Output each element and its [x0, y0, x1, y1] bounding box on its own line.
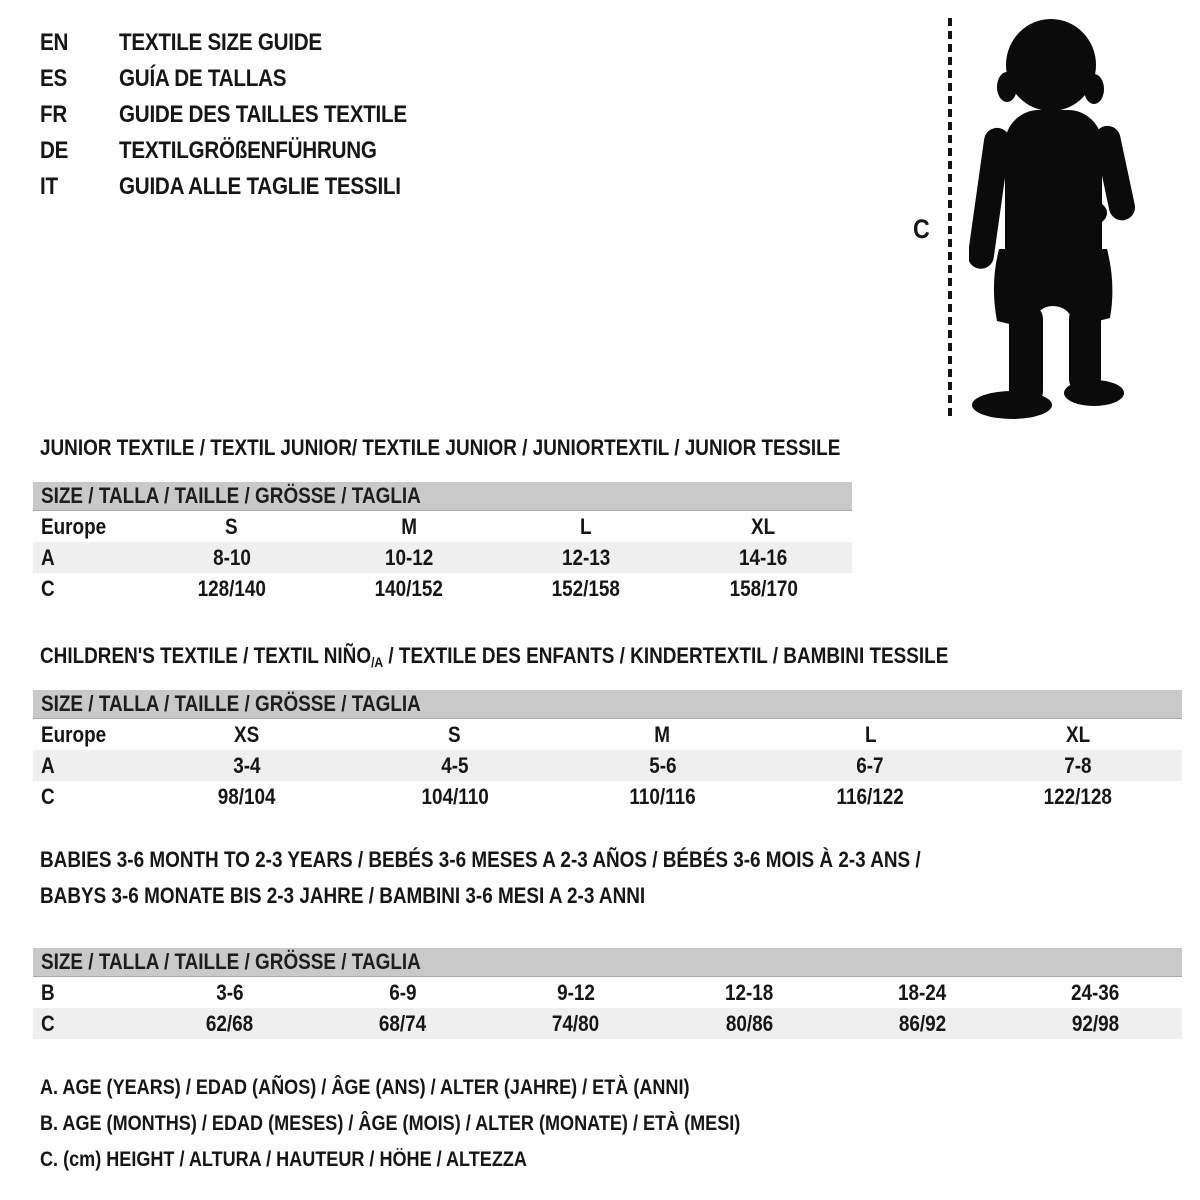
lang-row-de: [40, 133, 454, 169]
age-cell: 24-36: [1071, 979, 1120, 1005]
height-cell: 140/152: [374, 575, 444, 601]
size-cell: S: [448, 721, 462, 747]
size-cell: XL: [751, 513, 776, 539]
height-measure-label: C: [913, 214, 930, 244]
age-cell: 10-12: [320, 542, 497, 573]
junior-size-table: [33, 482, 852, 604]
toddler-silhouette-icon: [969, 16, 1135, 420]
age-cell: 8-10: [143, 542, 320, 573]
row-label: A: [33, 542, 143, 573]
age-cell: 14-16: [675, 542, 852, 573]
table-row: [33, 511, 852, 542]
height-cell: 98/104: [217, 783, 276, 809]
age-cell: 7-8: [974, 750, 1182, 781]
lang-code-fr: FR: [40, 101, 68, 128]
row-label: Europe: [41, 721, 107, 747]
height-cell: 62/68: [143, 1008, 316, 1039]
lang-row-en: [40, 25, 454, 61]
lang-row-fr: [40, 97, 454, 133]
children-title-suffix: / TEXTILE DES ENFANTS / KINDERTEXTIL / BAMBINI TESSILE: [383, 643, 949, 668]
table-row: [33, 1008, 1182, 1039]
children-section-title: [40, 644, 1096, 668]
children-size-header-bar: SIZE / TALLA / TAILLE / GRÖSSE / TAGLIA: [33, 690, 1182, 719]
lang-code-it: IT: [40, 173, 58, 200]
height-cell: 80/86: [662, 1008, 835, 1039]
size-cell: XL: [1066, 721, 1091, 747]
children-title-subscript: /A: [371, 654, 384, 670]
children-size-table: [33, 690, 1182, 812]
lang-code-es: ES: [40, 65, 68, 92]
lang-row-it: [40, 169, 454, 205]
row-label: B: [41, 979, 55, 1005]
size-cell: L: [580, 513, 592, 539]
height-cell: 68/74: [316, 1008, 489, 1039]
lang-row-es: [40, 61, 454, 97]
junior-size-header-bar: SIZE / TALLA / TAILLE / GRÖSSE / TAGLIA: [33, 482, 852, 511]
row-label: Europe: [41, 513, 107, 539]
size-cell: S: [225, 513, 238, 539]
table-row: [33, 781, 1182, 812]
children-title-prefix: CHILDREN'S TEXTILE / TEXTIL NIÑO: [40, 643, 372, 668]
table-row: [33, 573, 852, 604]
guide-title-it: GUIDA ALLE TAGLIE TESSILI: [119, 173, 401, 200]
babies-section-title-line1: BABIES 3-6 MONTH TO 2-3 YEARS / BEBÉS 3-6 MESES A 2-3 AÑOS / BÉBÉS 3-6 MOIS À 2-3 ANS /: [40, 847, 921, 872]
junior-section-title: JUNIOR TEXTILE / TEXTIL JUNIOR/ TEXTILE JUNIOR / JUNIORTEXTIL / JUNIOR TESSILE: [40, 435, 841, 460]
size-cell: L: [864, 721, 877, 747]
babies-section-title-line2: BABYS 3-6 MONATE BIS 2-3 JAHRE / BAMBINI 3-6 MESI A 2-3 ANNI: [40, 883, 646, 908]
age-cell: 6-9: [389, 979, 417, 1005]
height-dashed-line: [948, 18, 952, 417]
height-cell: 92/98: [1009, 1008, 1182, 1039]
row-label: C: [33, 1008, 143, 1039]
babies-size-table: [33, 948, 1182, 1039]
height-cell: 158/170: [729, 575, 798, 601]
table-row: [33, 719, 1182, 750]
age-cell: 6-7: [766, 750, 974, 781]
legend-line-a: A. AGE (YEARS) / EDAD (AÑOS) / ÂGE (ANS) / ALTER (JAHRE) / ETÀ (ANNI): [40, 1076, 690, 1099]
height-cell: 104/110: [421, 783, 489, 809]
height-cell: 116/122: [836, 783, 904, 809]
age-cell: 3-4: [143, 750, 351, 781]
row-label: C: [41, 575, 55, 601]
height-cell: 86/92: [836, 1008, 1009, 1039]
legend-line-b: B. AGE (MONTHS) / EDAD (MESES) / ÂGE (MOIS) / ALTER (MONATE) / ETÀ (MESI): [40, 1112, 741, 1135]
guide-title-en: TEXTILE SIZE GUIDE: [119, 29, 322, 56]
lang-code-de: DE: [40, 137, 69, 164]
legend-line-c: C. (cm) HEIGHT / ALTURA / HAUTEUR / HÖHE / ALTEZZA: [40, 1148, 527, 1171]
height-cell: 74/80: [489, 1008, 662, 1039]
age-cell: 5-6: [559, 750, 767, 781]
height-cell: 122/128: [1043, 783, 1113, 809]
height-cell: 128/140: [197, 575, 266, 601]
guide-title-de: TEXTILGRÖßENFÜHRUNG: [119, 137, 377, 164]
age-cell: 18-24: [898, 979, 947, 1005]
guide-title-es: GUÍA DE TALLAS: [119, 65, 287, 92]
age-cell: 9-12: [556, 979, 595, 1005]
guide-title-fr: GUIDE DES TAILLES TEXTILE: [119, 101, 407, 128]
size-cell: XS: [234, 721, 260, 747]
row-label: A: [33, 750, 143, 781]
language-title-list: [40, 25, 454, 205]
height-cell: 152/158: [551, 575, 621, 601]
table-row: [33, 977, 1182, 1008]
row-label: C: [41, 783, 55, 809]
age-cell: 3-6: [215, 979, 244, 1005]
measurement-legend: [40, 1070, 854, 1178]
table-row: [33, 750, 1182, 781]
age-cell: 12-13: [498, 542, 675, 573]
lang-code-en: EN: [40, 29, 69, 56]
size-cell: M: [654, 721, 671, 747]
age-cell: 12-18: [724, 979, 774, 1005]
size-cell: M: [400, 513, 417, 539]
babies-size-header-bar: SIZE / TALLA / TAILLE / GRÖSSE / TAGLIA: [33, 948, 1182, 977]
table-row: [33, 542, 852, 573]
age-cell: 4-5: [351, 750, 559, 781]
height-cell: 110/116: [629, 783, 696, 809]
